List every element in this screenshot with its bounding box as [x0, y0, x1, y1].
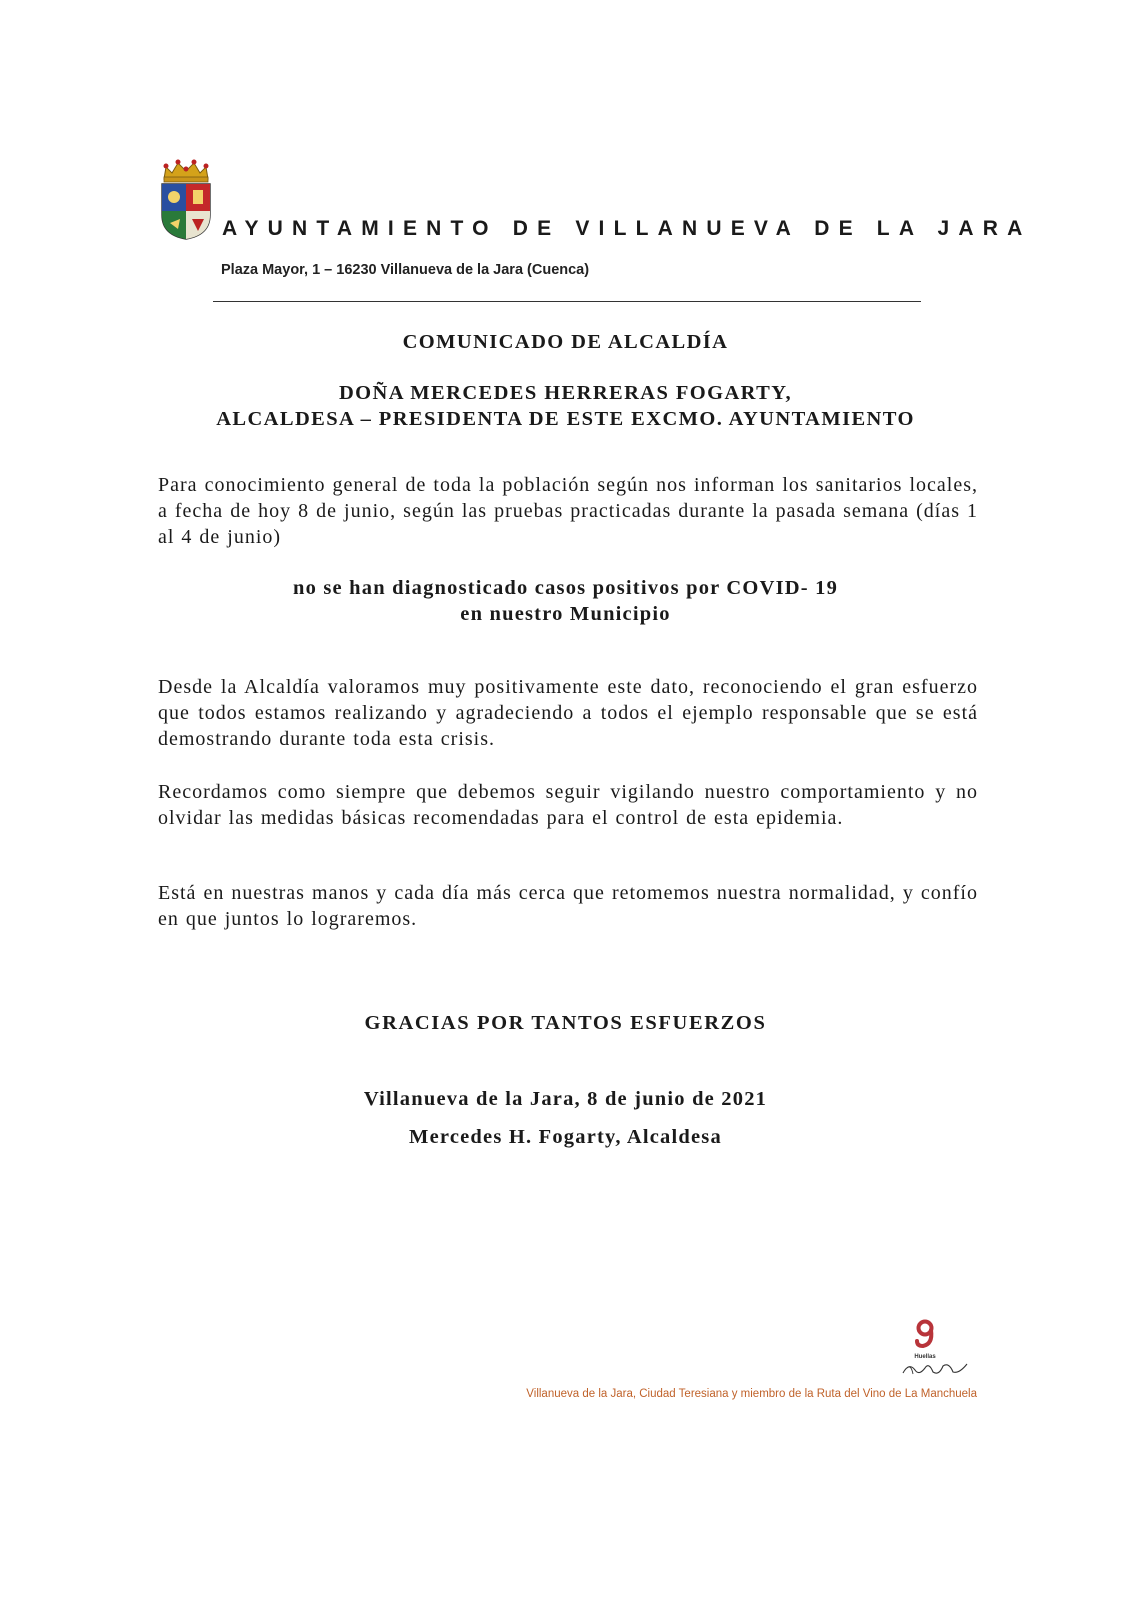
mayor-name: DOÑA MERCEDES HERRERAS FOGARTY, — [338, 382, 793, 404]
header-divider — [213, 301, 921, 302]
organization-address: Plaza Mayor, 1 – 16230 Villanueva de la Jara (Cuenca) — [221, 262, 590, 278]
highlight-line-2: en nuestro Municipio — [460, 603, 671, 625]
thanks-heading: GRACIAS POR TANTOS ESFUERZOS — [364, 1012, 767, 1034]
paragraph-assessment: Desde la Alcaldía valoramos muy positivamente este dato, reconociendo el gran esfuerzo que todos estamos realizando y agradeciendo a todos el ejemplo responsable que se está demostrando durante toda esta crisis. — [158, 676, 978, 750]
huellas-logo-icon — [893, 1318, 973, 1380]
paragraph-closing: Está en nuestras manos y cada día más cerca que retomemos nuestra normalidad, y confío en que juntos lo lograremos. — [158, 882, 978, 930]
document-title: COMUNICADO DE ALCALDÍA — [402, 331, 729, 353]
paragraph-intro: Para conocimiento general de toda la población según nos informan los sanitarios locales, a fecha de hoy 8 de junio, según las pruebas practicadas durante la pasada semana (días 1 al 4 de junio) — [158, 474, 978, 548]
highlight-line-1: no se han diagnosticado casos positivos por COVID- 19 — [292, 577, 839, 599]
coat-of-arms-icon — [158, 157, 214, 241]
signature-line: Mercedes H. Fogarty, Alcaldesa — [409, 1126, 722, 1148]
paragraph-reminder: Recordamos como siempre que debemos seguir vigilando nuestro comportamiento y no olvidar las medidas básicas recomendadas para el control de esta epidemia. — [158, 781, 978, 829]
mayor-position: ALCALDESA – PRESIDENTA DE ESTE EXCMO. AYUNTAMIENTO — [216, 408, 915, 430]
footer-tagline: Villanueva de la Jara, Ciudad Teresiana y miembro de la Ruta del Vino de La Manchuela — [526, 1388, 977, 1400]
place-and-date: Villanueva de la Jara, 8 de junio de 2021 — [363, 1088, 768, 1110]
organization-name: AYUNTAMIENTO DE VILLANUEVA DE LA JARA — [222, 217, 1032, 240]
svg-text:Huellas: Huellas — [914, 1354, 936, 1360]
